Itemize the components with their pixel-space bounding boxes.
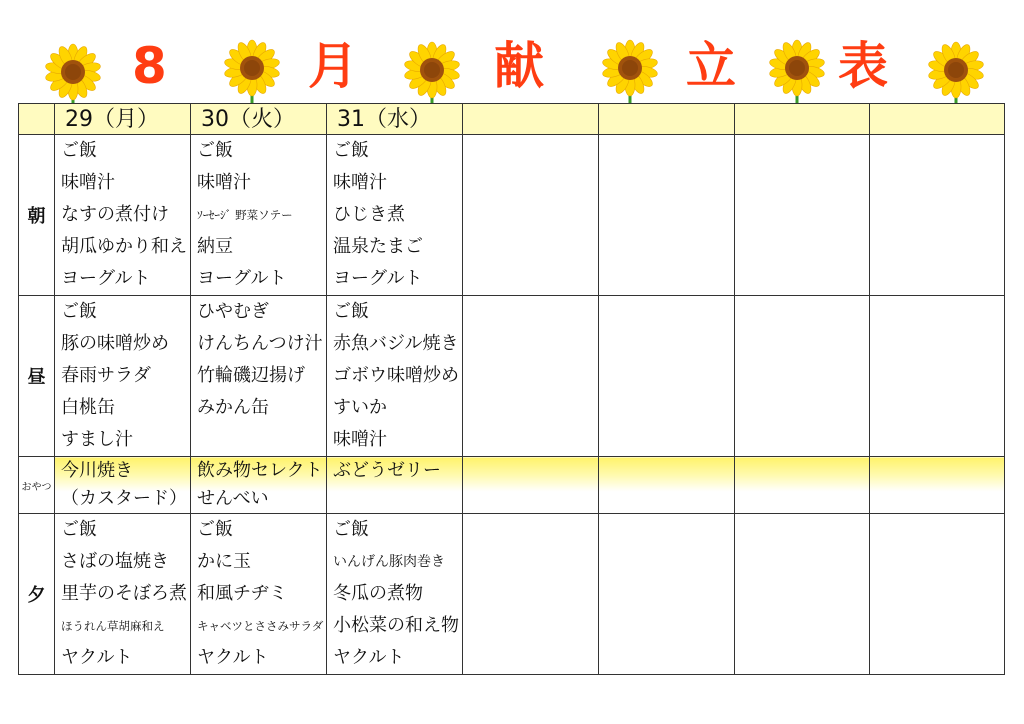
menu-item (735, 167, 869, 199)
menu-item: ｿｰｾｰｼﾞ 野菜ソテー (197, 208, 293, 222)
sunflower-icon (222, 38, 282, 98)
menu-item (870, 135, 1004, 167)
menu-item: 冬瓜の煮物 (333, 583, 423, 604)
title-char-month: 月 (308, 37, 358, 95)
menu-item (599, 231, 734, 263)
sunflower-icon (43, 42, 103, 102)
menu-item: キャベツとささみサラダ (197, 619, 324, 633)
menu-cell (735, 457, 870, 514)
menu-cell (599, 514, 735, 675)
menu-cell (599, 135, 735, 296)
meal-label-snack: おやつ (19, 457, 55, 514)
menu-item (870, 360, 1004, 392)
menu-item: 和風チヂミ (197, 583, 287, 604)
menu-item (735, 424, 869, 456)
menu-item: ゴボウ味噌炒め (333, 365, 459, 386)
menu-cell (463, 296, 599, 457)
meal-label-breakfast: 朝 (19, 135, 55, 296)
menu-cell (191, 296, 327, 457)
menu-item (463, 424, 598, 456)
menu-item: ヨーグルト (333, 268, 423, 289)
sunflower-icon (402, 40, 462, 100)
menu-cell (735, 135, 870, 296)
menu-item (735, 642, 869, 674)
menu-item: ご飯 (61, 519, 97, 540)
menu-item: 赤魚バジル焼き (333, 333, 459, 354)
menu-item: 味噌汁 (197, 172, 251, 193)
menu-item (463, 199, 598, 231)
menu-item (870, 231, 1004, 263)
day-header-cell (55, 104, 191, 135)
menu-item (463, 263, 598, 295)
menu-item (599, 135, 734, 167)
menu-item: ほうれん草胡麻和え (61, 619, 165, 633)
menu-item (463, 514, 598, 546)
menu-item: （カスタード） (61, 488, 187, 509)
menu-item (599, 263, 734, 295)
day-header-row (19, 104, 1005, 135)
menu-cell (55, 135, 191, 296)
menu-cell (191, 514, 327, 675)
menu-item: 味噌汁 (333, 172, 387, 193)
menu-cell (870, 514, 1005, 675)
menu-item: けんちんつけ汁 (197, 333, 323, 354)
sunflower-icon (767, 38, 827, 98)
menu-item (870, 167, 1004, 199)
menu-item (463, 457, 598, 485)
menu-item (599, 199, 734, 231)
menu-cell (191, 135, 327, 296)
menu-cell (55, 296, 191, 457)
menu-item (870, 457, 1004, 485)
menu-item (463, 167, 598, 199)
menu-cell (327, 135, 463, 296)
menu-item (735, 610, 869, 642)
menu-item (599, 642, 734, 674)
menu-item: ひやむぎ (197, 301, 269, 322)
menu-item (735, 199, 869, 231)
menu-item (870, 514, 1004, 546)
menu-item: ヨーグルト (61, 268, 151, 289)
menu-item: 里芋のそぼろ煮 (61, 583, 187, 604)
sunflower-icon (600, 38, 660, 98)
menu-item (463, 610, 598, 642)
menu-item (599, 485, 734, 513)
menu-cell (327, 514, 463, 675)
menu-item (599, 424, 734, 456)
menu-item (599, 167, 734, 199)
menu-item (870, 546, 1004, 578)
menu-item: 小松菜の和え物 (333, 615, 459, 636)
menu-item: ヤクルト (61, 647, 133, 668)
day-header-cell (191, 104, 327, 135)
day-label: 29（月） (65, 107, 159, 132)
menu-item: ご飯 (61, 140, 97, 161)
menu-item (599, 296, 734, 328)
menu-item (735, 135, 869, 167)
menu-item: 今川焼き (61, 460, 133, 481)
meal-row-snack (19, 457, 1005, 514)
menu-item (870, 485, 1004, 513)
menu-item: ひじき煮 (333, 204, 405, 225)
menu-item (463, 360, 598, 392)
menu-item: 味噌汁 (333, 429, 387, 450)
day-header-cell (327, 104, 463, 135)
menu-item: ヤクルト (197, 647, 269, 668)
menu-item (870, 642, 1004, 674)
page-header (0, 0, 1024, 110)
menu-item: 白桃缶 (61, 397, 115, 418)
menu-cell (870, 296, 1005, 457)
corner-cell (19, 104, 55, 135)
menu-item (870, 424, 1004, 456)
menu-item: ご飯 (61, 301, 97, 322)
menu-item: せんべい (197, 488, 269, 509)
meal-row-breakfast (19, 135, 1005, 296)
menu-item (191, 424, 326, 456)
sunflower-icon (926, 40, 986, 100)
menu-item: ご飯 (333, 301, 369, 322)
menu-item: みかん缶 (197, 397, 269, 418)
day-header-cell (599, 104, 735, 135)
menu-item: ご飯 (197, 140, 233, 161)
menu-item (463, 231, 598, 263)
menu-cell (599, 296, 735, 457)
menu-item (735, 231, 869, 263)
menu-cell (327, 457, 463, 514)
title-char-date: 立 (686, 37, 736, 95)
menu-cell (463, 457, 599, 514)
menu-item (735, 457, 869, 485)
day-label: 31（水） (337, 107, 431, 132)
menu-cell (870, 457, 1005, 514)
title-char-month-number: 8 (132, 37, 167, 95)
menu-item: 竹輪磯辺揚げ (197, 365, 305, 386)
menu-item: ご飯 (333, 140, 369, 161)
menu-item (870, 328, 1004, 360)
menu-item (599, 457, 734, 485)
menu-cell (735, 514, 870, 675)
menu-cell (55, 457, 191, 514)
menu-item (735, 328, 869, 360)
meal-label-dinner: 夕 (19, 514, 55, 675)
menu-item (870, 578, 1004, 610)
menu-item: ご飯 (333, 519, 369, 540)
menu-item (599, 546, 734, 578)
menu-item (463, 328, 598, 360)
menu-item (735, 514, 869, 546)
menu-item: 味噌汁 (61, 172, 115, 193)
menu-item: ヤクルト (333, 647, 405, 668)
menu-item (599, 360, 734, 392)
menu-item: ご飯 (197, 519, 233, 540)
menu-item: 飲み物セレクト (197, 460, 323, 481)
menu-item (599, 328, 734, 360)
menu-item (463, 642, 598, 674)
menu-table (18, 103, 1005, 675)
meal-label-lunch: 昼 (19, 296, 55, 457)
menu-cell (870, 135, 1005, 296)
menu-item (870, 392, 1004, 424)
day-header-cell (870, 104, 1005, 135)
menu-item (735, 392, 869, 424)
menu-item (735, 546, 869, 578)
menu-item: 温泉たまご (333, 236, 423, 257)
menu-cell (55, 514, 191, 675)
menu-item (735, 263, 869, 295)
menu-item: すまし汁 (61, 429, 133, 450)
menu-item (599, 392, 734, 424)
menu-cell (599, 457, 735, 514)
menu-item (735, 578, 869, 610)
menu-cell (735, 296, 870, 457)
menu-item: ぶどうゼリー (333, 460, 441, 481)
menu-item (463, 485, 598, 513)
meal-row-dinner (19, 514, 1005, 675)
day-header-cell (735, 104, 870, 135)
menu-item: すいか (333, 397, 387, 418)
menu-item: 納豆 (197, 236, 233, 257)
menu-cell (463, 514, 599, 675)
title-char-hyo: 表 (838, 37, 888, 95)
menu-item: かに玉 (197, 551, 251, 572)
menu-item: 春雨サラダ (61, 365, 151, 386)
menu-item (463, 392, 598, 424)
menu-item: いんげん豚肉巻き (333, 554, 445, 570)
title-char-ken: 献 (494, 37, 544, 95)
menu-item: なすの煮付け (61, 204, 169, 225)
menu-item (735, 360, 869, 392)
menu-item (735, 296, 869, 328)
menu-item (599, 610, 734, 642)
menu-item (463, 135, 598, 167)
menu-item: 豚の味噌炒め (61, 333, 169, 354)
day-label: 30（火） (201, 107, 295, 132)
menu-item (463, 546, 598, 578)
menu-cell (463, 135, 599, 296)
menu-item (870, 296, 1004, 328)
menu-item (599, 514, 734, 546)
menu-item: さばの塩焼き (61, 551, 169, 572)
menu-item (870, 199, 1004, 231)
menu-item: ヨーグルト (197, 268, 287, 289)
menu-cell (191, 457, 327, 514)
meal-row-lunch (19, 296, 1005, 457)
menu-item (870, 610, 1004, 642)
day-header-cell (463, 104, 599, 135)
menu-item (463, 578, 598, 610)
menu-item: 胡瓜ゆかり和え (61, 236, 187, 257)
menu-cell (327, 296, 463, 457)
menu-item (735, 485, 869, 513)
menu-item (463, 296, 598, 328)
menu-item (327, 485, 462, 513)
menu-item (599, 578, 734, 610)
menu-item (870, 263, 1004, 295)
